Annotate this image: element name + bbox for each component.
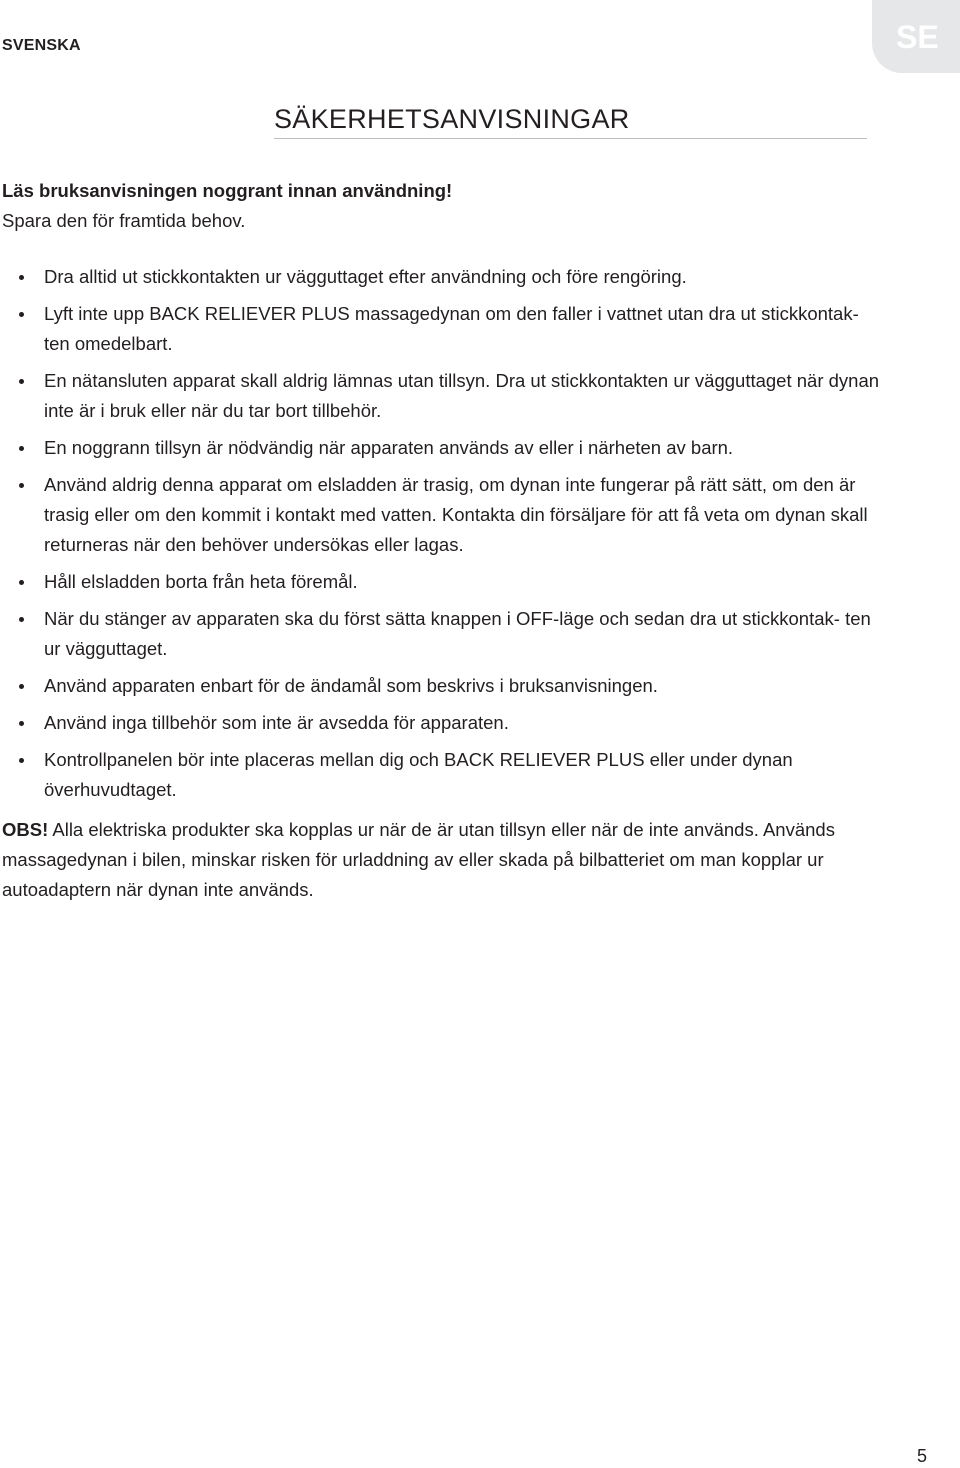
bullet-icon xyxy=(19,312,24,317)
safety-list xyxy=(0,262,880,812)
bullet-icon xyxy=(19,617,24,622)
safety-item-text: Använd aldrig denna apparat om elsladden är trasig, om dynan inte fungerar på rätt sätt, om den är trasig eller om den kommit i kontakt med vatten. Kontakta din försäljare för att få veta om dynan skall returneras när den behöver undersökas eller lagas. xyxy=(44,474,868,555)
safety-item-text: Dra alltid ut stickkontakten ur vägguttaget efter användning och före rengöring. xyxy=(44,266,687,287)
note-paragraph xyxy=(2,815,882,905)
intro-line: Spara den för framtida behov. xyxy=(2,210,246,231)
bullet-icon xyxy=(19,379,24,384)
safety-item-text: Håll elsladden borta från heta föremål. xyxy=(44,571,358,592)
safety-item-text: Använd apparaten enbart för de ändamål som beskrivs i bruksanvisningen. xyxy=(44,675,658,696)
safety-item-text: När du stänger av apparaten ska du först sätta knappen i OFF-läge och sedan dra ut stickkontak- ten ur vägguttaget. xyxy=(44,608,871,659)
bullet-icon xyxy=(19,275,24,280)
note-text: Alla elektriska produkter ska kopplas ur när de är utan tillsyn eller när de inte används. Används massagedynan i bilen, minskar risken för urladdning av eller skada på bilbatteriet om man kopplar ur autoadaptern när dynan inte används. xyxy=(2,819,835,900)
bullet-icon xyxy=(19,684,24,689)
language-code: SE xyxy=(896,19,939,55)
safety-item xyxy=(0,299,880,359)
safety-item xyxy=(0,567,880,597)
safety-item-text: En nätansluten apparat skall aldrig lämnas utan tillsyn. Dra ut stickkontakten ur vägguttaget när dynan inte är i bruk eller när du tar bort tillbehör. xyxy=(44,370,880,421)
safety-item xyxy=(0,433,880,463)
bullet-icon xyxy=(19,446,24,451)
safety-item xyxy=(0,470,880,560)
bullet-icon xyxy=(19,721,24,726)
safety-item-text: En noggrann tillsyn är nödvändig när apparaten används av eller i närheten av barn. xyxy=(44,437,734,458)
language-tab xyxy=(872,0,960,73)
note-label: OBS! xyxy=(2,819,49,840)
title-divider xyxy=(274,138,867,139)
intro-bold-line: Läs bruksanvisningen noggrant innan användning! xyxy=(2,180,453,201)
safety-item-text: Lyft inte upp BACK RELIEVER PLUS massagedynan om den faller i vattnet utan dra ut stickkontak- ten omedelbart. xyxy=(44,303,859,354)
safety-item xyxy=(0,745,880,805)
safety-item-text: Använd inga tillbehör som inte är avsedda för apparaten. xyxy=(44,712,509,733)
bullet-icon xyxy=(19,580,24,585)
safety-item xyxy=(0,671,880,701)
bullet-icon xyxy=(19,483,24,488)
bullet-icon xyxy=(19,758,24,763)
page-number: 5 xyxy=(917,1446,928,1466)
safety-item-text: Kontrollpanelen bör inte placeras mellan dig och BACK RELIEVER PLUS eller under dynan överhuvudtaget. xyxy=(44,749,793,800)
intro-block xyxy=(2,176,882,236)
safety-item xyxy=(0,262,880,292)
safety-item xyxy=(0,604,880,664)
section-title: SÄKERHETSANVISNINGAR xyxy=(274,104,630,134)
safety-item xyxy=(0,366,880,426)
safety-item xyxy=(0,708,880,738)
language-label: SVENSKA xyxy=(2,37,81,54)
